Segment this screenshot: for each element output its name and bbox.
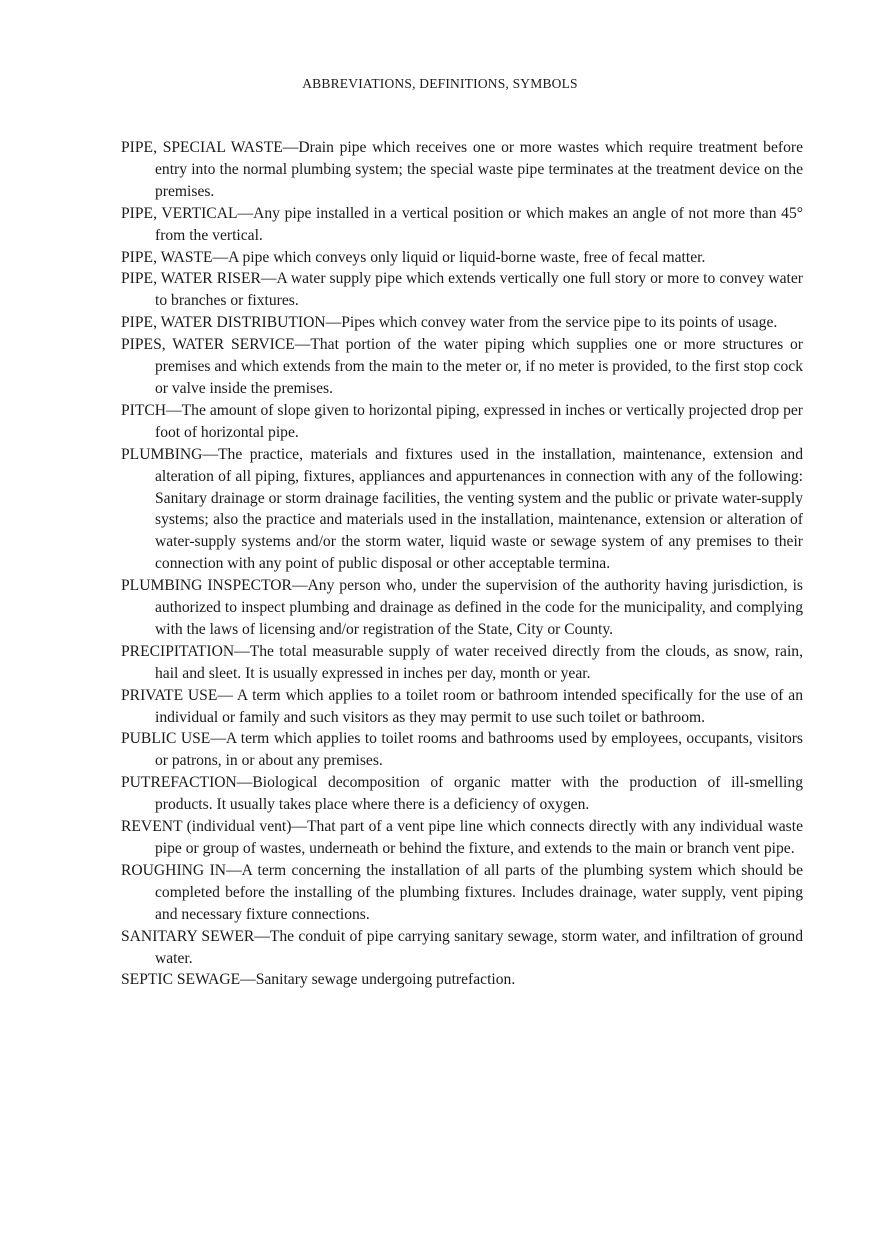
definition-entry: SANITARY SEWER—The conduit of pipe carrying sanitary sewage, storm water, and infiltration of ground water. xyxy=(121,927,803,967)
definition-entry: PIPE, SPECIAL WASTE—Drain pipe which receives one or more wastes which require treatment before entry into the normal plumbing system; the special waste pipe terminates at the treatment device on the premises. xyxy=(121,139,803,200)
definition-entry: PRECIPITATION—The total measurable supply of water received directly from the clouds, as snow, rain, hail and sleet. It is usually expressed in inches per day, month or year. xyxy=(121,642,803,682)
definition-entry: SEPTIC SEWAGE—Sanitary sewage undergoing putrefaction. xyxy=(121,971,516,989)
definition-entry: PITCH—The amount of slope given to horizontal piping, expressed in inches or vertically projected drop per foot of horizontal pipe. xyxy=(121,401,803,441)
definition-entry: PIPE, WATER DISTRIBUTION—Pipes which convey water from the service pipe to its points of usage. xyxy=(121,314,778,332)
running-head: ABBREVIATIONS, DEFINITIONS, SYMBOLS xyxy=(302,76,578,91)
definition-entry: PUBLIC USE—A term which applies to toilet rooms and bathrooms used by employees, occupants, visitors or patrons, in or about any premises. xyxy=(121,730,803,770)
definitions-list xyxy=(121,137,803,991)
definition-entry: PIPE, WASTE—A pipe which conveys only liquid or liquid-borne waste, free of fecal matter. xyxy=(121,248,706,266)
definition-entry: PIPES, WATER SERVICE—That portion of the water piping which supplies one or more structures or premises and which extends from the main to the meter or, if no meter is provided, to the first stop cock or valve inside the premises. xyxy=(121,336,803,397)
definition-entry: REVENT (individual vent)—That part of a vent pipe line which connects directly with any individual waste pipe or group of wastes, underneath or behind the fixture, and extends to the main or branch vent pipe. xyxy=(121,818,803,857)
definition-entry: PRIVATE USE— A term which applies to a toilet room or bathroom intended specifically for the use of an individual or family and such visitors as they may permit to use such toilet or bathroom. xyxy=(121,686,803,726)
definition-entry: PIPE, WATER RISER—A water supply pipe which extends vertically one full story or more to convey water to branches or fixtures. xyxy=(121,270,803,310)
definition-entry: PLUMBING—The practice, materials and fixtures used in the installation, maintenance, extension and alteration of all piping, fixtures, appliances and appurtenances in connection with any of the following: Sanitary drainage or storm drainage facilities, the venting system and the public or private water-supply systems; also the practice and materials used in the installation, maintenance, extension or alteration of water-supply systems and/or the storm water, liquid waste or sewage system of any premises to their connection with any point of public disposal or other acceptable termina. xyxy=(121,445,803,573)
definition-entry: PIPE, VERTICAL—Any pipe installed in a vertical position or which makes an angle of not more than 45° from the vertical. xyxy=(121,204,803,244)
definition-entry: ROUGHING IN—A term concerning the installation of all parts of the plumbing system which should be completed before the installing of the plumbing fixtures. Includes drainage, water supply, vent piping and necessary fixture connections. xyxy=(121,861,803,923)
definition-entry: PUTREFACTION—Biological decomposition of organic matter with the production of ill-smelling products. It usually takes place where there is a deficiency of oxygen. xyxy=(121,774,803,814)
definition-entry: PLUMBING INSPECTOR—Any person who, under the supervision of the authority having jurisdiction, is authorized to inspect plumbing and drainage as defined in the code for the municipality, and complying with the laws of licensing and/or registration of the State, City or County. xyxy=(121,577,803,638)
